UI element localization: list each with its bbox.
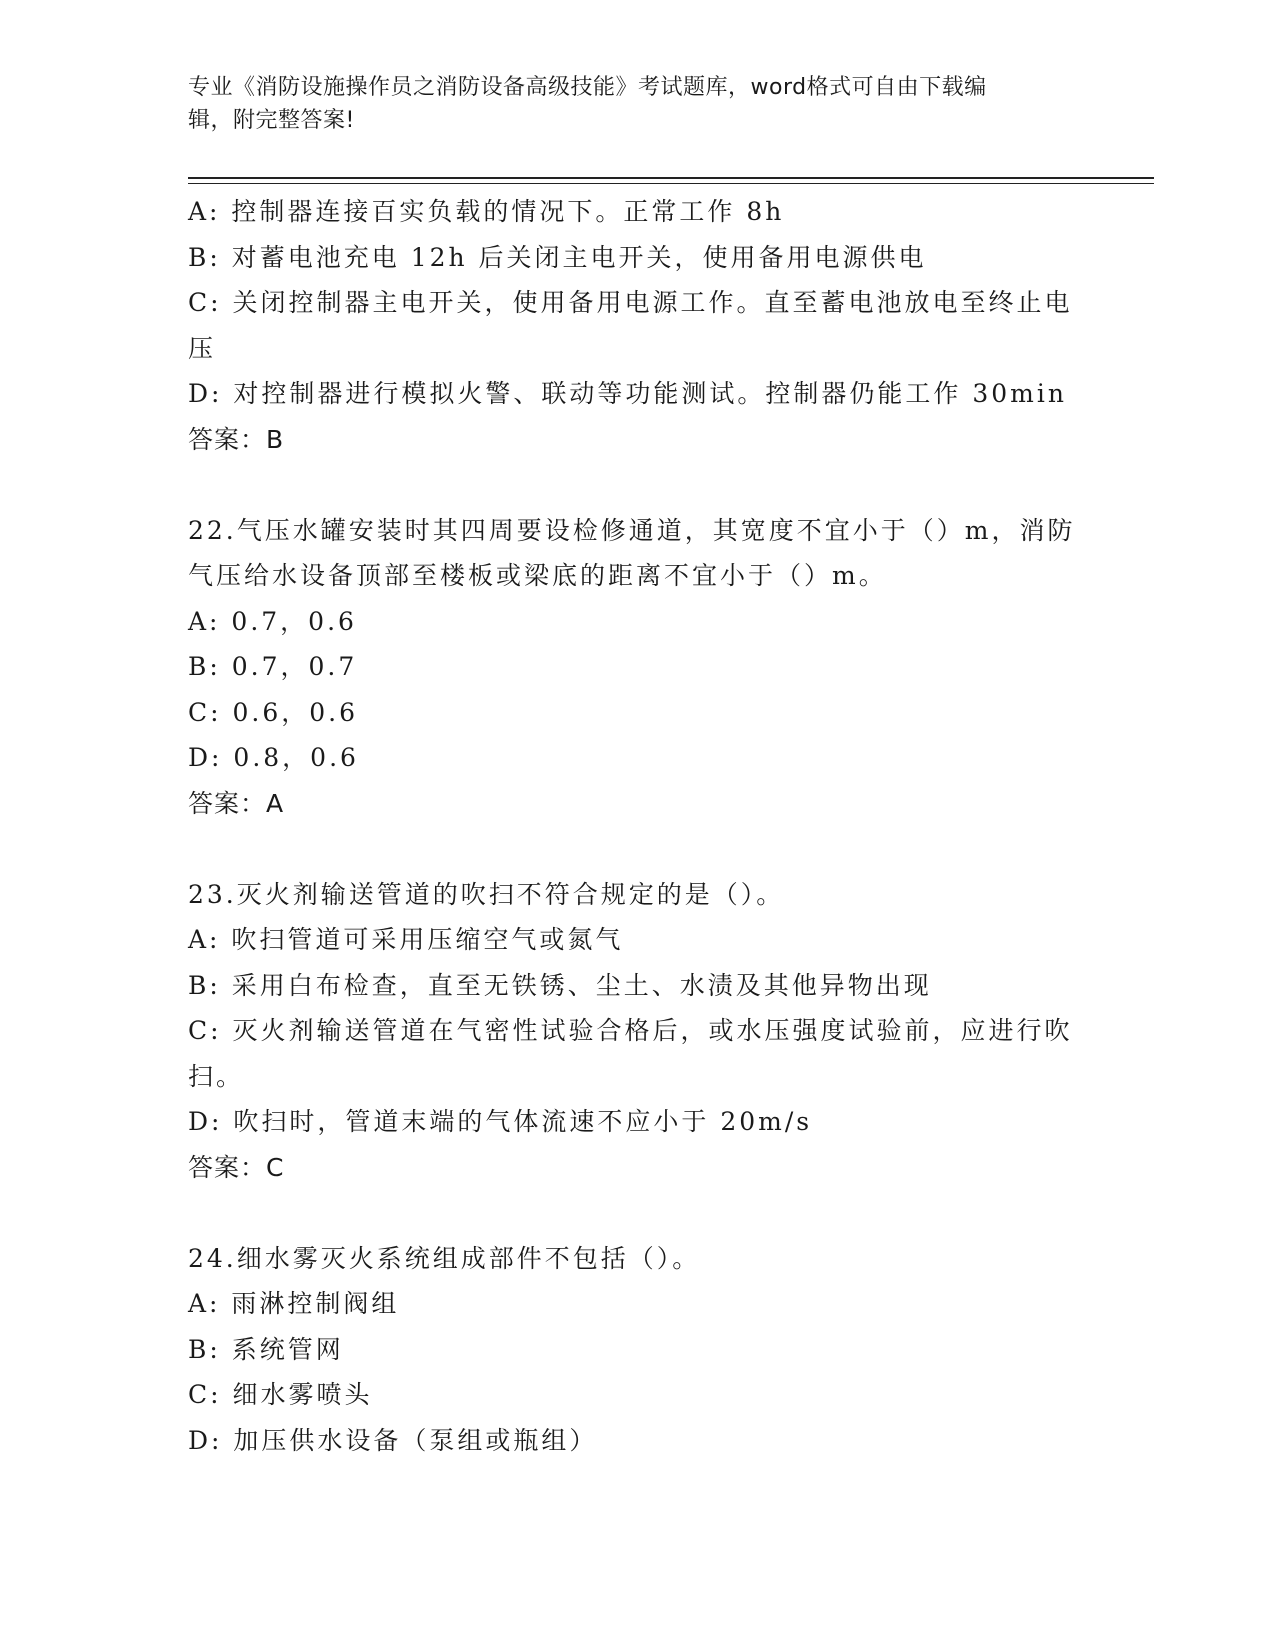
- question-stem: 22.气压水罐安装时其四周要设检修通道，其宽度不宜小于（）m，消防气压给水设备顶部至楼板或梁底的距离不宜小于（）m。: [188, 515, 1076, 590]
- option-a: A: 控制器连接百实负载的情况下。正常工作 8h: [188, 197, 785, 226]
- question-22: [188, 508, 1088, 827]
- option-d: D: 吹扫时，管道末端的气体流速不应小于 20m/s: [188, 1107, 813, 1136]
- question-stem: 24.细水雾灭火系统组成部件不包括（）。: [188, 1243, 701, 1273]
- question-21-tail: [188, 189, 1088, 462]
- option-b: B: 对蓄电池充电 12h 后关闭主电开关，使用备用电源供电: [188, 242, 927, 272]
- document-body: [188, 189, 1088, 1463]
- option-b: B: 0.7，0.7: [188, 652, 358, 681]
- option-d: D: 加压供水设备（泵组或瓶组）: [188, 1425, 598, 1455]
- question-24: [188, 1236, 1088, 1464]
- answer-label: 答案：A: [188, 788, 285, 818]
- option-c: C: 关闭控制器主电开关，使用备用电源工作。直至蓄电池放电至终止电压: [188, 288, 1073, 363]
- option-b: B: 系统管网: [188, 1334, 344, 1364]
- header-divider-thick: [188, 177, 1154, 179]
- option-d: D: 0.8，0.6: [188, 743, 359, 772]
- option-c: C: 0.6，0.6: [188, 697, 359, 727]
- answer-label: 答案：B: [188, 424, 285, 454]
- option-b: B: 采用白布检查，直至无铁锈、尘土、水渍及其他异物出现: [188, 970, 932, 1000]
- document-header: [188, 71, 1068, 137]
- option-a: A: 0.7，0.6: [188, 606, 357, 636]
- header-line-1: 专业《消防设施操作员之消防设备高级技能》考试题库，word格式可自由下载编: [188, 75, 987, 100]
- option-c: C: 灭火剂输送管道在气密性试验合格后，或水压强度试验前，应进行吹扫。: [188, 1016, 1073, 1091]
- header-divider-thin: [188, 183, 1154, 184]
- question-stem: 23.灭火剂输送管道的吹扫不符合规定的是（）。: [188, 879, 785, 909]
- header-line-2: 辑，附完整答案!: [188, 108, 355, 133]
- option-c: C: 细水雾喷头: [188, 1380, 373, 1409]
- answer-label: 答案：C: [188, 1152, 285, 1182]
- option-a: A: 吹扫管道可采用压缩空气或氮气: [188, 925, 624, 954]
- option-a: A: 雨淋控制阀组: [188, 1289, 400, 1318]
- option-d: D: 对控制器进行模拟火警、联动等功能测试。控制器仍能工作 30min: [188, 379, 1067, 408]
- question-23: [188, 872, 1088, 1191]
